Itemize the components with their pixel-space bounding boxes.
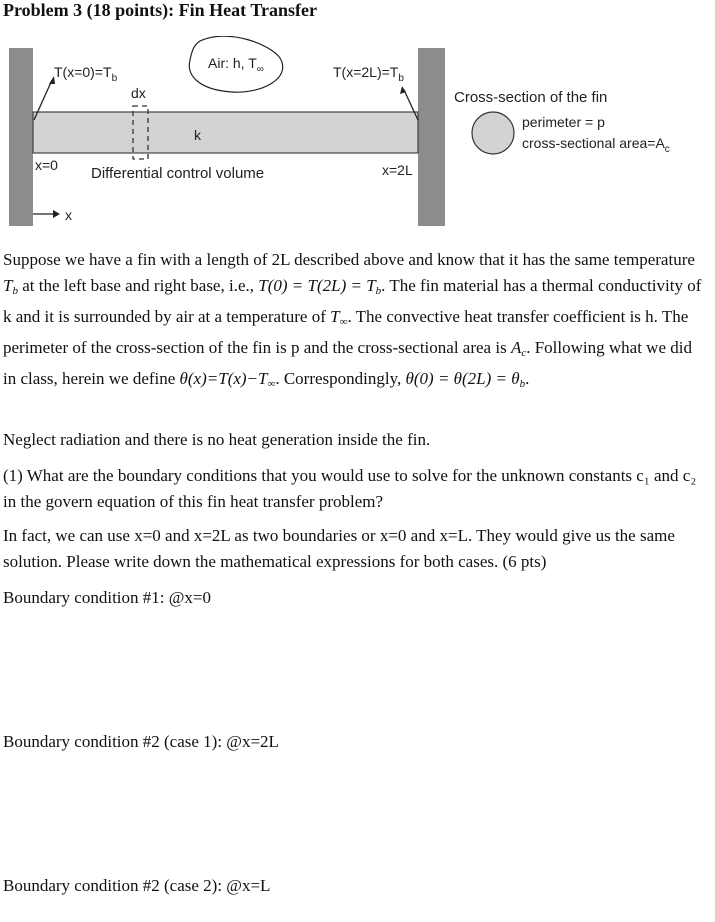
right-wall — [418, 48, 445, 226]
x0-label: x=0 — [35, 157, 58, 173]
paragraph-assumptions: Neglect radiation and there is no heat generation inside the fin. — [3, 430, 431, 449]
right-bc-label: $T(x=2L)=T_b$ — [333, 64, 404, 84]
boundary-condition-2-case-2: Boundary condition #2 (case 2): @x=L — [3, 876, 271, 895]
fin-diagram — [0, 36, 715, 236]
control-volume-label: Differential control volume — [91, 165, 265, 182]
x-axis-arrowhead — [53, 210, 60, 218]
fin-body — [33, 112, 418, 153]
boundary-condition-1: Boundary condition #1: @x=0 — [3, 588, 211, 607]
left-wall — [9, 48, 33, 226]
paragraph-question-1: (1) What are the boundary conditions that you would use to solve for the unknown constants c₁ and c₂ in the govern equation of this fin heat transfer problem? — [3, 466, 697, 511]
dx-label: dx — [131, 85, 146, 101]
x2l-label: x=2L — [382, 162, 413, 178]
paragraph-problem-setup: Suppose we have a fin with a length of 2L described above and know that it has the same temperature $T_b$ at the left base and right base, i.e., $T(0) = T(2L) = T_b$. The fin material has a thermal conductivity of k and it is surrounded by air at a temperature of $T_\infty$. The convective heat transfer coefficient is h. The perimeter of the cross-section of the fin is p and the cross-sectional area is $A_c$. Following what we did in class, herein we define $\theta(x)=T(x)-T_\infty$. Correspondingly, $\theta(0) = \theta(2L) = \theta_b$. — [3, 250, 702, 390]
cross-section-title: Cross-section of the fin — [454, 89, 608, 106]
problem-title: Problem 3 (18 points): Fin Heat Transfer — [3, 0, 317, 20]
k-label: k — [194, 127, 201, 143]
boundary-condition-2-case-1: Boundary condition #2 (case 1): @x=2L — [3, 732, 279, 751]
left-bc-label: $T(x=0)=T_b$ — [54, 64, 118, 84]
x-axis-label: x — [65, 207, 72, 223]
air-label: Air: h, $T_\infty$ — [208, 55, 264, 75]
paragraph-instructions: In fact, we can use x=0 and x=2L as two boundaries or x=0 and x=L. They would give us the same solution. Please write down the mathematical expressions for both cases. (6 pts) — [3, 526, 675, 571]
cross-section-circle — [472, 112, 514, 154]
area-label: cross-sectional $area=A_c$ — [522, 135, 670, 155]
perimeter-label: perimeter = p — [522, 114, 605, 130]
